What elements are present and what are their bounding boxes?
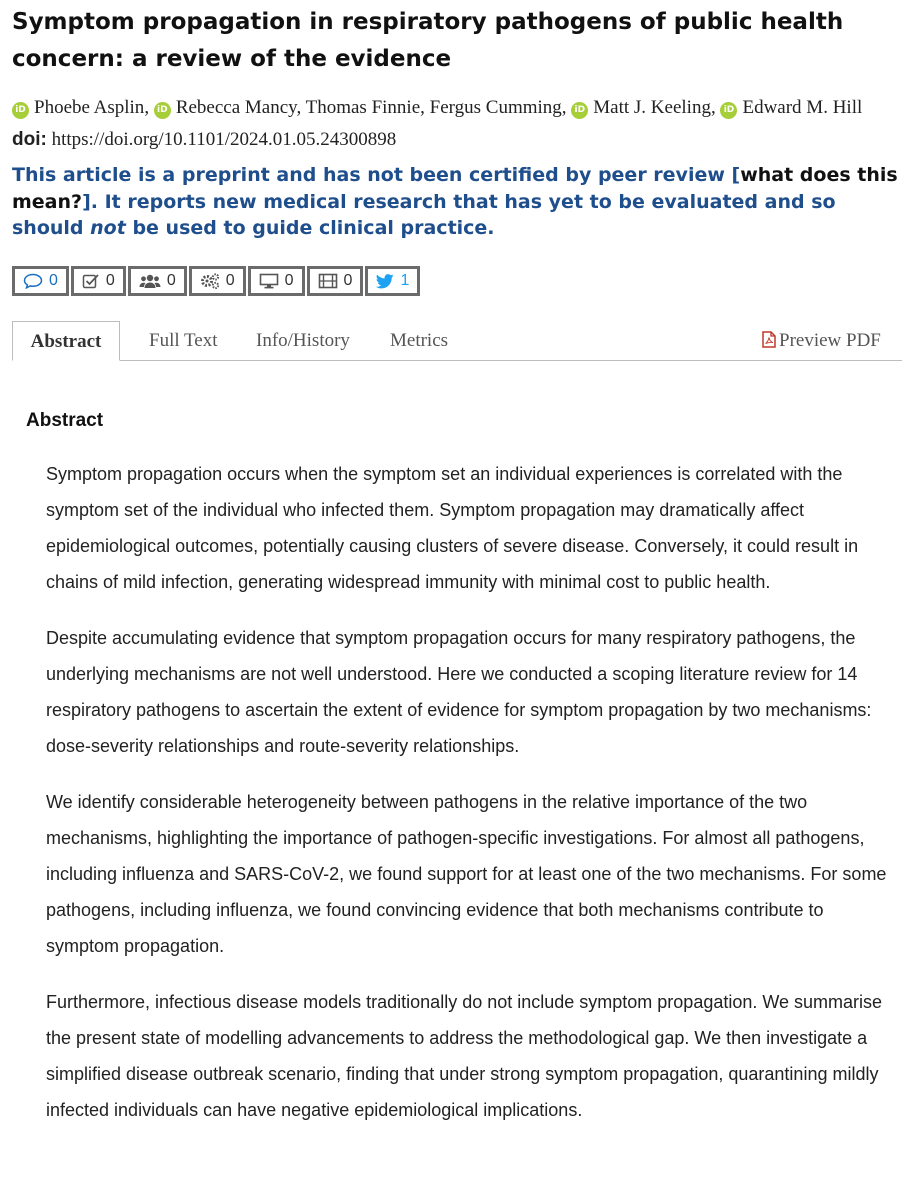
author-name[interactable]: Fergus Cumming — [429, 97, 562, 118]
tab-metrics[interactable]: Metrics — [390, 330, 449, 351]
metric-count: 0 — [343, 272, 353, 289]
metric-count: 0 — [105, 272, 115, 289]
author-entry[interactable] — [154, 97, 306, 118]
automated-metric[interactable] — [189, 266, 246, 296]
metric-count: 1 — [400, 272, 410, 289]
author-separator: , — [296, 97, 306, 118]
abstract-paragraph: Despite accumulating evidence that symptom propagation occurs for many respiratory pathogens, the underlying mechanisms are not well understood. Here we conducted a scoping literature review for 14 respiratory pathogens to ascertain the extent of evidence for symptom propagation by two mechanisms: dose-severity relationships and route-severity relationships. — [46, 628, 872, 756]
reviews-metric[interactable] — [71, 266, 126, 296]
author-entry[interactable] — [720, 97, 862, 118]
orcid-icon[interactable]: iD — [720, 102, 737, 119]
metric-count: 0 — [225, 272, 235, 289]
tab-info-history[interactable]: Info/History — [256, 330, 350, 351]
comments-metric[interactable] — [12, 266, 69, 296]
abstract-heading: Abstract — [26, 410, 104, 431]
metric-count: 0 — [166, 272, 176, 289]
notice-text: ]. It reports new medical research that has yet to be evaluated and so should — [12, 190, 836, 239]
metric-count: 0 — [49, 272, 58, 289]
author-name[interactable]: Edward M. Hill — [742, 97, 863, 118]
abstract-paragraph: We identify considerable heterogeneity between pathogens in the relative importance of the two mechanisms, highlighting the importance of pathogen-specific investigations. For almost all pathogens, including influenza and SARS-CoV-2, we found support for at least one of the two mechanisms. For some pathogens, including influenza, we found convincing evidence that both mechanisms contribute to symptom propagation. — [46, 792, 887, 956]
film-icon — [318, 273, 338, 289]
twitter-metric[interactable] — [365, 266, 420, 296]
abstract-body — [46, 456, 896, 1148]
article-title: Symptom propagation in respiratory pathogens of public health concern: a review of the evidence — [12, 9, 844, 72]
author-separator: , — [144, 97, 154, 118]
orcid-icon[interactable]: iD — [571, 102, 588, 119]
pdf-icon — [762, 331, 776, 348]
doi-label: doi: — [12, 129, 47, 150]
media-metric[interactable] — [307, 266, 364, 296]
notice-emphasis: not — [90, 217, 126, 239]
comment-icon — [23, 273, 43, 289]
doi-line — [12, 129, 396, 151]
notice-text: This article is a preprint and has not been certified by peer review [ — [12, 164, 741, 186]
author-separator: , — [710, 97, 721, 118]
abstract-paragraph: Symptom propagation occurs when the symptom set an individual experiences is correlated with the symptom set of the individual who infected them. Symptom propagation may dramatically affect epidemiological outcomes, potentially causing clusters of severe disease. Conversely, it could result in chains of mild infection, generating widespread immunity with minimal cost to public health. — [46, 464, 859, 592]
tab-full-text[interactable]: Full Text — [149, 330, 218, 351]
author-separator: , — [420, 97, 430, 118]
author-name[interactable]: Thomas Finnie — [305, 97, 421, 118]
gears-icon — [200, 273, 220, 289]
author-list — [12, 97, 902, 119]
monitor-icon — [259, 273, 279, 289]
doi-link[interactable]: https://doi.org/10.1101/2024.01.05.24300898 — [51, 129, 397, 150]
orcid-icon[interactable]: iD — [12, 102, 29, 119]
author-name[interactable]: Phoebe Asplin — [34, 97, 145, 118]
article-tabs — [12, 321, 902, 361]
presentations-metric[interactable] — [248, 266, 305, 296]
author-name[interactable]: Matt J. Keeling — [593, 97, 711, 118]
metric-count: 0 — [284, 272, 294, 289]
community-metric[interactable] — [128, 266, 187, 296]
notice-text: be used to guide clinical practice. — [125, 217, 495, 239]
author-name[interactable]: Rebecca Mancy — [175, 97, 297, 118]
abstract-paragraph: Furthermore, infectious disease models traditionally do not include symptom propagation. We summarise the present state of modelling advancements to address the methodological gap. We then investigate a simplified disease outbreak scenario, finding that under strong symptom propagation, quarantining mildly infected individuals can have negative epidemiological implications. — [46, 992, 883, 1120]
what-does-this-mean-link[interactable]: what does this mean? — [12, 164, 898, 213]
author-separator: , — [561, 97, 572, 118]
metrics-bar — [12, 266, 422, 296]
preview-pdf-link[interactable] — [762, 321, 881, 361]
author-entry[interactable] — [306, 97, 430, 118]
orcid-icon[interactable]: iD — [154, 102, 171, 119]
preprint-notice — [12, 162, 907, 242]
twitter-icon — [376, 274, 394, 289]
author-entry[interactable] — [571, 97, 720, 118]
author-entry[interactable] — [12, 97, 154, 118]
tab-abstract[interactable]: Abstract — [12, 321, 120, 361]
author-entry[interactable] — [430, 97, 572, 118]
users-icon — [139, 273, 161, 289]
preview-pdf-label: Preview PDF — [779, 330, 881, 351]
checkbox-icon — [82, 273, 100, 289]
